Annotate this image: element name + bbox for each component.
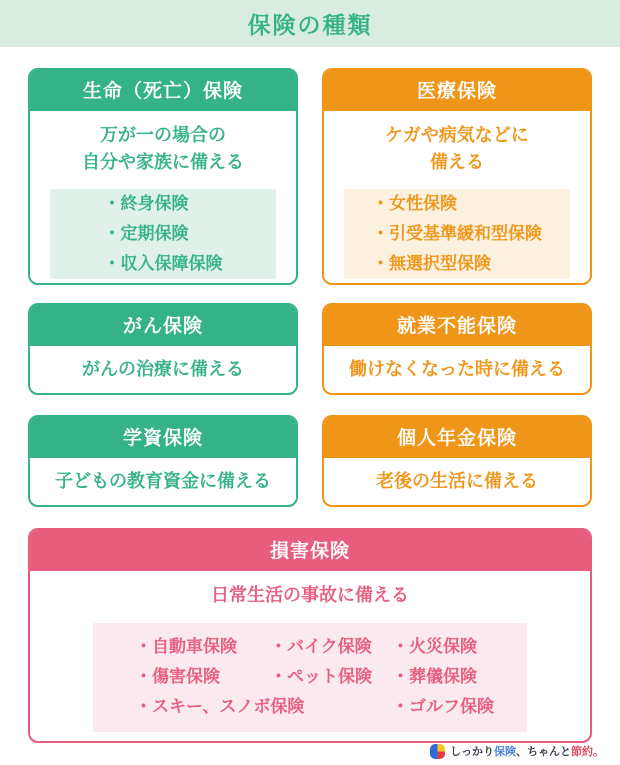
card-medical-title: 医療保険 bbox=[324, 70, 590, 111]
list-item: ・バイク保険 bbox=[270, 637, 372, 656]
desc-line: 万が一の場合の bbox=[100, 125, 226, 145]
card-education-title: 学資保険 bbox=[30, 417, 296, 458]
desc-line: 備える bbox=[430, 152, 484, 172]
list-item: ・ペット保険 bbox=[270, 667, 372, 686]
card-pension-insurance bbox=[322, 415, 592, 507]
brand-tagline bbox=[450, 743, 604, 759]
list-item: ・定期保険 bbox=[103, 224, 189, 243]
card-disability-insurance bbox=[322, 303, 592, 395]
tagline-segment: しっかり bbox=[450, 746, 494, 758]
list-item: ・スキー、スノボ保険 bbox=[135, 697, 305, 716]
card-medical-list-box bbox=[344, 189, 570, 279]
card-pension-title: 個人年金保険 bbox=[324, 417, 590, 458]
list-item: ・無選択型保険 bbox=[372, 254, 491, 273]
card-medical-insurance bbox=[322, 68, 592, 285]
list-item: ・終身保険 bbox=[103, 194, 189, 213]
page-title: 保険の種類 bbox=[247, 12, 373, 38]
card-disability-desc: 働けなくなった時に備える bbox=[349, 359, 565, 379]
list-item: ・自動車保険 bbox=[135, 637, 237, 656]
card-education-desc: 子どもの教育資金に備える bbox=[55, 471, 271, 491]
tagline-segment: 節約。 bbox=[571, 746, 604, 758]
card-cancer-desc: がんの治療に備える bbox=[82, 359, 244, 379]
card-damage-insurance bbox=[28, 528, 592, 743]
card-medical-desc bbox=[324, 122, 590, 176]
list-item: ・火災保険 bbox=[392, 637, 477, 656]
card-disability-title: 就業不能保険 bbox=[324, 305, 590, 346]
tagline-segment: 保険 bbox=[494, 746, 516, 758]
list-item: ・傷害保険 bbox=[135, 667, 220, 686]
card-life-insurance bbox=[28, 68, 298, 285]
brand-footer bbox=[430, 743, 604, 759]
tagline-segment: 、ちゃんと bbox=[516, 746, 571, 758]
title-band bbox=[0, 0, 620, 47]
card-cancer-insurance bbox=[28, 303, 298, 395]
list-item: ・収入保障保険 bbox=[103, 254, 223, 273]
card-cancer-title: がん保険 bbox=[30, 305, 296, 346]
card-damage-list-box bbox=[93, 623, 527, 732]
list-item: ・女性保険 bbox=[372, 194, 457, 213]
card-life-list-box bbox=[50, 189, 276, 279]
list-item: ・引受基準緩和型保険 bbox=[372, 224, 542, 243]
card-education-insurance bbox=[28, 415, 298, 507]
desc-line: ケガや病気などに bbox=[385, 125, 529, 145]
card-life-title: 生命（死亡）保険 bbox=[30, 70, 296, 111]
list-item: ・葬儀保険 bbox=[392, 667, 477, 686]
brand-logo-icon bbox=[430, 744, 445, 759]
card-pension-desc: 老後の生活に備える bbox=[376, 471, 538, 491]
list-item: ・ゴルフ保険 bbox=[392, 697, 494, 716]
card-damage-desc: 日常生活の事故に備える bbox=[211, 585, 409, 605]
card-damage-title: 損害保険 bbox=[30, 530, 590, 571]
card-life-desc bbox=[30, 122, 296, 176]
desc-line: 自分や家族に備える bbox=[82, 152, 244, 172]
content-area bbox=[0, 68, 620, 743]
